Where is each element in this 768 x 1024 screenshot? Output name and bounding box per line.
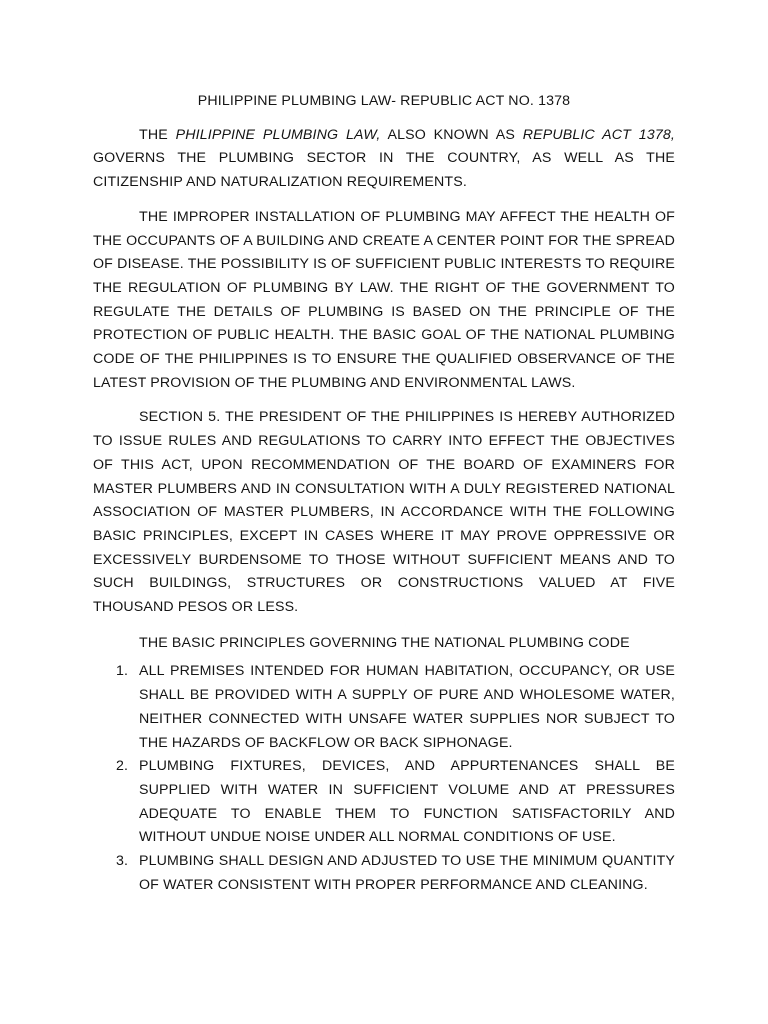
list-item-text: PLUMBING SHALL DESIGN AND ADJUSTED TO USE THE MINIMUM QUANTITY OF WATER CONSISTENT WITH PROPER PERFORMANCE AND CLEANING. <box>139 853 675 893</box>
document-body <box>93 90 675 898</box>
law-name: PHILIPPINE PLUMBING LAW, <box>175 126 381 143</box>
list-item-text: PLUMBING FIXTURES, DEVICES, AND APPURTENANCES SHALL BE SUPPLIED WITH WATER IN SUFFICIENT VOLUME AND AT PRESSURES ADEQUATE TO ENABLE THEM TO FUNCTION SATISFACTORILY AND WITHOUT UNDUE NOISE UNDER ALL NORMAL CONDITIONS OF USE. <box>139 758 675 846</box>
health-paragraph: THE IMPROPER INSTALLATION OF PLUMBING MAY AFFECT THE HEALTH OF THE OCCUPANTS OF A BUILDING AND CREATE A CENTER POINT FOR THE SPREAD OF DISEASE. THE POSSIBILITY IS OF SUFFICIENT PUBLIC INTERESTS TO REQUIRE THE REGULATION OF PLUMBING BY LAW. THE RIGHT OF THE GOVERNMENT TO REGULATE THE DETAILS OF PLUMBING IS BASED ON THE PRINCIPLE OF THE PROTECTION OF PUBLIC HEALTH. THE BASIC GOAL OF THE NATIONAL PLUMBING CODE OF THE PHILIPPINES IS TO ENSURE THE QUALIFIED OBSERVANCE OF THE LATEST PROVISION OF THE PLUMBING AND ENVIRONMENTAL LAWS. <box>93 208 675 391</box>
act-name: REPUBLIC ACT 1378, <box>522 126 675 143</box>
section-5-paragraph: SECTION 5. THE PRESIDENT OF THE PHILIPPINES IS HEREBY AUTHORIZED TO ISSUE RULES AND REGULATIONS TO CARRY INTO EFFECT THE OBJECTIVES OF THIS ACT, UPON RECOMMENDATION OF THE BOARD OF EXAMINERS FOR MASTER PLUMBERS AND IN CONSULTATION WITH A DULY REGISTERED NATIONAL ASSOCIATION OF MASTER PLUMBERS, IN ACCORDANCE WITH THE FOLLOWING BASIC PRINCIPLES, EXCEPT IN CASES WHERE IT MAY PROVE OPPRESSIVE OR EXCESSIVELY BURDENSOME TO THOSE WITHOUT SUFFICIENT MEANS AND TO SUCH BUILDINGS, STRUCTURES OR CONSTRUCTIONS VALUED AT FIVE THOUSAND PESOS OR LESS. <box>93 409 675 616</box>
list-item <box>93 850 675 897</box>
intro-middle: ALSO KNOWN AS <box>380 126 523 143</box>
list-item-text: ALL PREMISES INTENDED FOR HUMAN HABITATION, OCCUPANCY, OR USE SHALL BE PROVIDED WITH A SUPPLY OF PURE AND WHOLESOME WATER, NEITHER CONNECTED WITH UNSAFE WATER SUPPLIES NOR SUBJECT TO THE HAZARDS OF BACKFLOW OR BACK SIPHONAGE. <box>139 663 675 751</box>
document-title: PHILIPPINE PLUMBING LAW- REPUBLIC ACT NO. 1378 <box>197 93 571 109</box>
list-item <box>93 755 675 850</box>
list-item-number: 3. <box>116 853 129 870</box>
intro-suffix: GOVERNS THE PLUMBING SECTOR IN THE COUNTRY, AS WELL AS THE CITIZENSHIP AND NATURALIZATION REQUIREMENTS. <box>93 150 675 191</box>
list-item-number: 2. <box>116 758 129 775</box>
principles-list <box>93 660 675 897</box>
intro-paragraph <box>93 124 675 195</box>
principles-heading: THE BASIC PRINCIPLES GOVERNING THE NATIONAL PLUMBING CODE <box>139 634 630 651</box>
intro-prefix: THE <box>139 126 176 143</box>
list-item-number: 1. <box>116 663 129 680</box>
list-item <box>93 660 675 755</box>
